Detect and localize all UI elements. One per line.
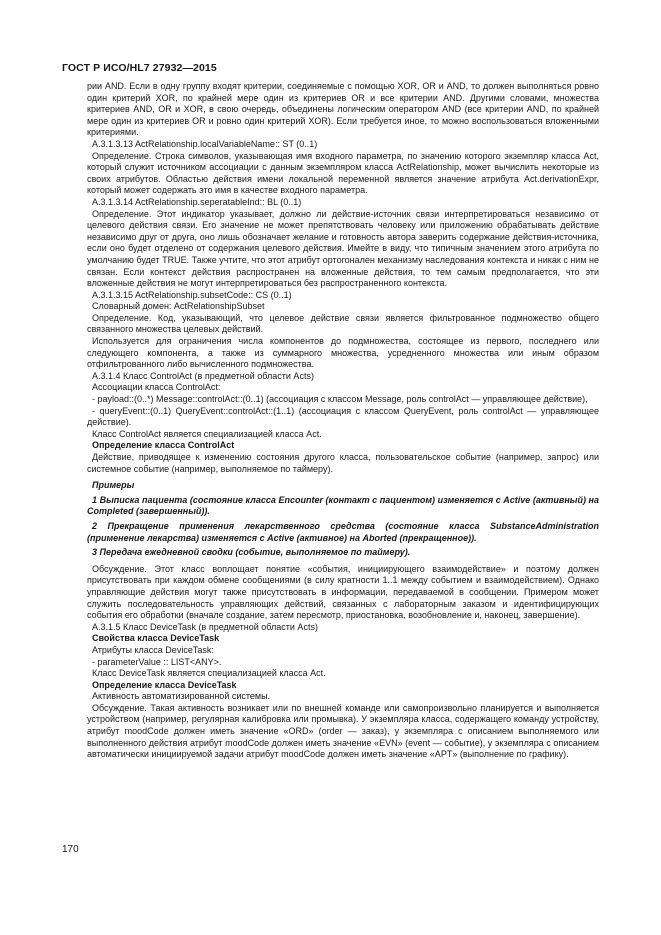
section-heading: A.3.1.3.13 ActRelationship.localVariableName:: ST (0..1) [92, 138, 318, 149]
paragraph: Используется для ограничения числа компонентов до подмножества, состоящее из первого, последнего или следующего компонента, а также из суммарного множества, усредненного множества или иным образом отфильтрованного либо вычисленного подмножества. [87, 336, 599, 370]
paragraph: Ассоциации класса ControlAct: [92, 382, 221, 393]
list-item: - payload::(0..*) Message::controlAct::(0..1) (ассоциация с классом Message, роль controlAct — управляющее действие), [92, 394, 588, 405]
section-heading: A.3.1.3.14 ActRelationship.seperatableInd:: BL (0..1) [92, 196, 302, 207]
example-item: 3 Передача ежедневной сводки (событие, выполняемое по таймеру). [92, 547, 411, 558]
page-header: ГОСТ Р ИСО/HL7 27932—2015 [62, 62, 217, 74]
paragraph: Активность автоматизированной системы. [92, 691, 271, 702]
paragraph: Обсуждение. Такая активность возникает или по внешней команде или самопроизвольно планируется и выполняется устройством (например, регулярная калибровка или промывка). У экземпляра класса, содержащего команду устройству, атрибут moodCode должен иметь значение «ORD» (order — заказ), у экземпляра с описанием выполняемого или выполненного действия атрибут moodCode должен иметь значение «EVN» (event — событие), у экземпляра с описанием автоматически инициируемой задачи атрибут moodCode должен иметь значение «APT» (выполнение по графику). [87, 702, 599, 760]
paragraph: рии AND. Если в одну группу входят критерии, соединяемые с помощью XOR, OR и AND, то должен выполняться ровно один критерий XOR, по крайней мере один из критериев OR и все критерии AND. Другими словами, множества критериев AND, OR и XOR, в свою очередь, объединены логическим оператором AND (все критерии AND, по крайней мере один из критериев OR и ровно один критерий XOR). Если требуется иное, то можно воспользоваться вложенными критериями. [87, 81, 599, 138]
paragraph: Класс ControlAct является специализацией класса Act. [92, 428, 322, 439]
paragraph: Определение. Код, указывающий, что целевое действие связи является фильтрованное подмножество общего связанного множества целевых действий. [87, 312, 599, 335]
example-item: 1 Выписка пациента (состояние класса Encounter (контакт с пациентом) изменяется с Active (активный) на Completed (завершенный)). [87, 494, 599, 517]
subsection-title: Свойства класса DeviceTask [92, 633, 220, 644]
paragraph: Обсуждение. Этот класс воплощает понятие «события, инициирующего взаимодействие» и поэтому должен присутствовать при каждом обмене сообщениями (в силу кратности 1..1 между событием и взаимодействием). Однако управляющие действия могут также присутствовать в информации, передаваемой в сообщении. Примером может служить последовательность управляющих действий, связанных с лабораторным заказом и идентифицирующих события его обработки (вначале создание, затем пересмотр, приостановка, возобновление и, наконец, завершение). [87, 563, 599, 621]
examples-heading: Примеры [92, 480, 135, 491]
paragraph: Класс DeviceTask является специализацией класса Act. [92, 668, 326, 679]
page-number: 170 [62, 844, 79, 855]
page-body [87, 81, 599, 761]
subsection-title: Определение класса DeviceTask [92, 679, 237, 690]
list-item: - queryEvent::(0..1) QueryEvent::controlAct::(1..1) (ассоциация с классом QueryEvent, роль controlAct — управляющее действие). [87, 405, 599, 428]
paragraph: Действие, приводящее к изменению состояния другого класса, пользовательское событие (например, запрос) или системное событие (например, выполняемое по таймеру). [87, 452, 599, 474]
section-heading: A.3.1.4 Класс ControlAct (в предметной области Acts) [92, 370, 314, 381]
subsection-title: Определение класса ControlAct [92, 440, 235, 451]
list-item: - parameterValue :: LIST<ANY>. [92, 656, 222, 667]
section-heading: A.3.1.5 Класс DeviceTask (в предметной области Acts) [92, 621, 318, 632]
paragraph: Атрибуты класса DeviceTask: [92, 644, 214, 655]
section-heading: A.3.1.3.15 ActRelationship.subsetCode:: CS (0..1) [92, 289, 292, 300]
paragraph: Определение. Этот индикатор указывает, должно ли действие-источник связи интерпретироваться независимо от целевого действия связи. Его значение не может препятствовать человеку или приложению обрабатывать действие независимо друг от друга, оно лишь обозначает желание и готовность автора заверить содержание действия-источника, если оно будет отделено от содержания целевого действия. Имейте в виду, что типичным значением этого атрибута по умолчанию будет TRUE. Также учтите, что этот атрибут ортогонален механизму наследования контекста и никак с ним не связан. Если контекст действия распространен на вложенные действия, то тем самым предполагается, что эти вложенные действия не могут интерпретироваться без распространенного контекста. [87, 208, 599, 289]
paragraph: Словарный домен: ActRelationshipSubset [92, 301, 265, 312]
paragraph: Определение. Строка символов, указывающая имя входного параметра, по значению которого экземпляр класса Act, который служит источником ассоциации с данным экземпляром класса ActRelationship, может вычислить некоторые из своих атрибутов. Областью действия имени локальной переменной является значение атрибута Act.derivationExpr, который может содержать это имя в качестве входного параметра. [87, 150, 599, 196]
example-item: 2 Прекращение применения лекарственного средства (состояние класса SubstanceAdministration (применение лекарства) изменяется с Active (активное) на Aborted (прекращенное)). [87, 520, 599, 543]
